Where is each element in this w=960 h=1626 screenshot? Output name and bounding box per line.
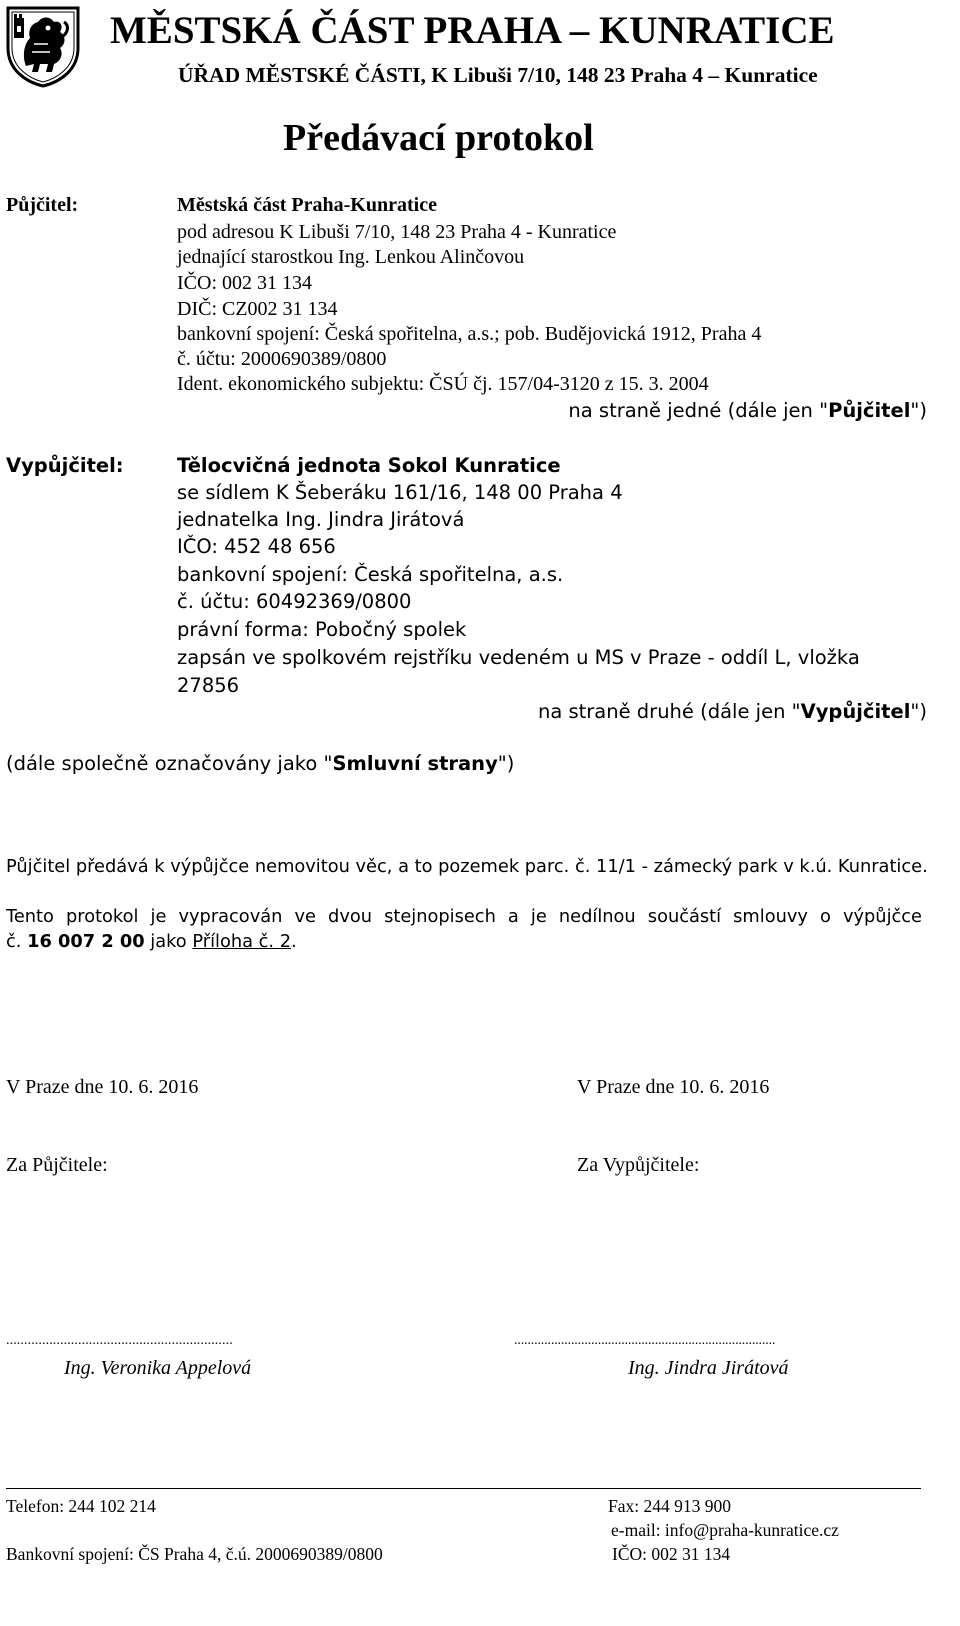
borrower-label: Vypůjčitel: <box>6 454 124 477</box>
handover-paragraph: Půjčitel předává k výpůjčce nemovitou věc, a to pozemek parc. č. 11/1 - zámecký park v k.ú. Kunratice. <box>6 856 928 877</box>
footer-bank: Bankovní spojení: ČS Praha 4, č.ú. 2000690389/0800 <box>6 1544 383 1564</box>
borrower-bank: bankovní spojení: Česká spořitelna, a.s. <box>177 563 564 586</box>
lender-role-suffix: ") <box>910 399 927 422</box>
left-signature-line: ............................................................... <box>6 1333 233 1348</box>
borrower-account: č. účtu: 60492369/0800 <box>177 590 412 613</box>
lender-role-prefix: na straně jedné (dále jen " <box>568 399 829 422</box>
lender-label: Půjčitel: <box>6 194 79 216</box>
parties-note-suffix: ") <box>497 752 515 775</box>
right-date: V Praze dne 10. 6. 2016 <box>577 1076 770 1098</box>
left-signatory-label: Za Půjčitele: <box>6 1154 108 1176</box>
lender-role <box>568 399 927 423</box>
contract-number: 16 007 2 00 <box>27 931 145 952</box>
borrower-role <box>538 700 927 724</box>
lender-address: pod adresou K Libuši 7/10, 148 23 Praha 4 - Kunratice <box>177 221 617 243</box>
document-title: Předávací protokol <box>283 117 594 159</box>
lender-representative: jednající starostkou Ing. Lenkou Alinčovou <box>177 246 525 268</box>
municipality-title: MĚSTSKÁ ČÁST PRAHA – KUNRATICE <box>110 9 835 52</box>
coat-of-arms-lion-icon <box>4 4 82 88</box>
footer-divider <box>6 1488 921 1489</box>
right-signatory-label: Za Vypůjčitele: <box>577 1154 700 1176</box>
borrower-role-term: Vypůjčitel <box>800 700 911 723</box>
footer-fax: Fax: 244 913 900 <box>608 1496 731 1516</box>
lender-dic: DIČ: CZ002 31 134 <box>177 298 338 320</box>
lender-ident: Ident. ekonomického subjektu: ČSÚ čj. 157/04-3120 z 15. 3. 2004 <box>177 373 709 395</box>
contract-prefix: č. <box>6 931 28 952</box>
lender-role-term: Půjčitel <box>828 399 911 422</box>
protocol-paragraph-line1: Tento protokol je vypracován ve dvou stejnopisech a je nedílnou součástí smlouvy o výpůjčce <box>6 906 922 927</box>
borrower-legal-form: právní forma: Pobočný spolek <box>177 618 467 641</box>
borrower-registry: zapsán ve spolkovém rejstříku vedeném u MS v Praze - oddíl L, vložka <box>177 646 860 669</box>
lender-ico: IČO: 002 31 134 <box>177 272 312 294</box>
borrower-ico: IČO: 452 48 656 <box>177 535 336 558</box>
protocol-paragraph-line2 <box>6 930 297 954</box>
contract-end: . <box>291 931 297 952</box>
parties-note <box>6 752 514 776</box>
office-address: ÚŘAD MĚSTSKÉ ČÁSTI, K Libuši 7/10, 148 23 Praha 4 – Kunratice <box>178 63 818 87</box>
lender-account: č. účtu: 2000690389/0800 <box>177 348 387 370</box>
borrower-registry-number: 27856 <box>177 674 240 697</box>
borrower-name: Tělocvičná jednota Sokol Kunratice <box>177 454 561 477</box>
borrower-role-prefix: na straně druhé (dále jen " <box>537 700 801 723</box>
parties-note-term: Smluvní strany <box>332 752 498 775</box>
right-signature-line: .............................................................................. <box>514 1333 776 1348</box>
contract-mid: jako <box>144 931 193 952</box>
left-signatory-name: Ing. Veronika Appelová <box>64 1357 252 1379</box>
left-date: V Praze dne 10. 6. 2016 <box>6 1076 199 1098</box>
borrower-role-suffix: ") <box>910 700 927 723</box>
borrower-representative: jednatelka Ing. Jindra Jirátová <box>177 508 465 531</box>
attachment-reference: Příloha č. 2 <box>192 931 292 952</box>
borrower-seat: se sídlem K Šeberáku 161/16, 148 00 Praha 4 <box>177 481 623 504</box>
footer-phone: Telefon: 244 102 214 <box>6 1496 156 1516</box>
footer-email: e-mail: info@praha-kunratice.cz <box>611 1520 839 1540</box>
right-signatory-name: Ing. Jindra Jirátová <box>628 1357 789 1379</box>
parties-note-prefix: (dále společně označovány jako " <box>6 752 333 775</box>
footer-ico: IČO: 002 31 134 <box>612 1544 731 1564</box>
lender-name: Městská část Praha-Kunratice <box>177 194 437 216</box>
lender-bank: bankovní spojení: Česká spořitelna, a.s.; pob. Budějovická 1912, Praha 4 <box>177 323 762 345</box>
